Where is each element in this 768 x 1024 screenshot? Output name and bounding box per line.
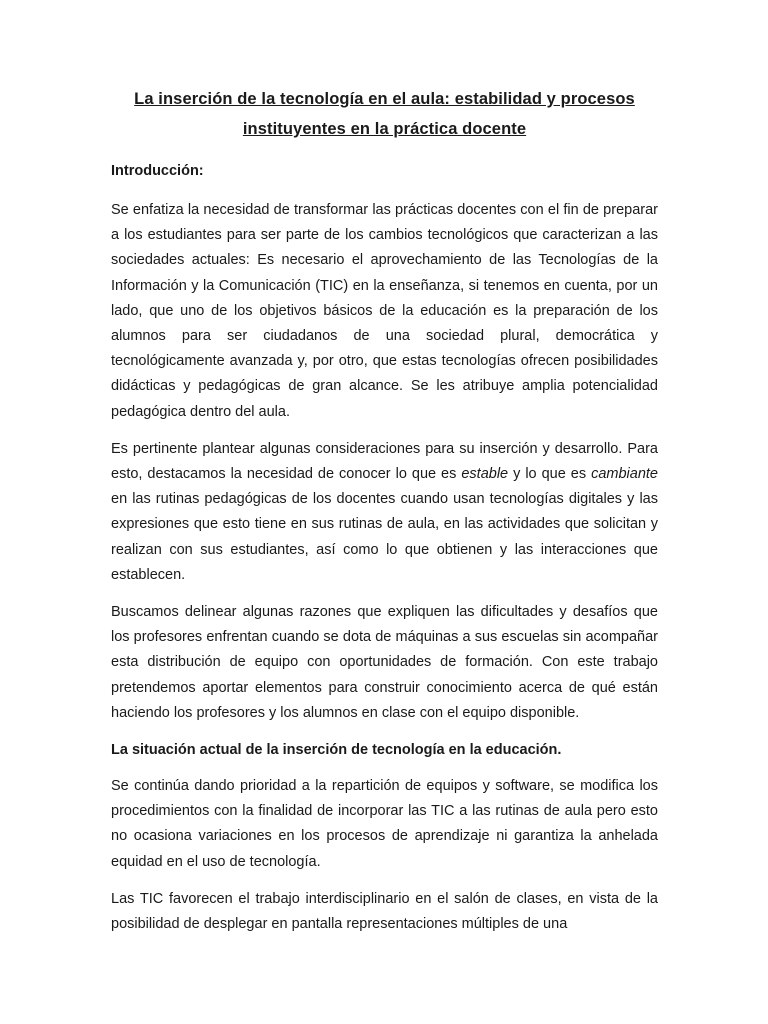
- paragraph-2-text-b: y lo que es: [508, 466, 592, 483]
- paragraph-5: Las TIC favorecen el trabajo interdisciplinario en el salón de clases, en vista de la posibilidad de desplegar en pantalla representaciones múltiples de una: [111, 890, 658, 933]
- paragraph-2-text-a: Es pertinente plantear algunas consideraciones para su inserción y desarrollo. Para esto, destacamos la necesidad de conocer lo que es: [111, 440, 658, 483]
- document-title: La inserción de la tecnología en el aula: estabilidad y procesos instituyentes en la práctica docente: [134, 90, 635, 138]
- section-heading-situacion: La situación actual de la inserción de tecnología en la educación.: [111, 742, 562, 759]
- paragraph-1: Se enfatiza la necesidad de transformar las prácticas docentes con el fin de preparar a los estudiantes para ser parte de los cambios tecnológicos que caracterizan a las sociedades actuales: Es necesario el aprovechamiento de las Tecnologías de la Información y la Comunicación (TIC) en la enseñanza, si tenemos en cuenta, por un lado, que uno de los objetivos básicos de la educación es la preparación de los alumnos para ser ciudadanos de una sociedad plural, democrática y tecnológicamente avanzada y, por otro, que estas tecnologías ofrecen posibilidades didácticas y pedagógicas de gran alcance. Se les atribuye amplia potencialidad pedagógica dentro del aula.: [111, 202, 658, 420]
- paragraph-2-text-c: en las rutinas pedagógicas de los docentes cuando usan tecnologías digitales y las expresiones que esto tiene en sus rutinas de aula, en las actividades que solicitan y realizan con sus estudiantes, así como lo que obtienen y las interacciones que establecen.: [111, 491, 658, 583]
- paragraph-2: [111, 437, 658, 588]
- emphasis-cambiante: cambiante: [591, 466, 658, 483]
- paragraph-3: Buscamos delinear algunas razones que expliquen las dificultades y desafíos que los profesores enfrentan cuando se dota de máquinas a sus escuelas sin acompañar esta distribución de equipo con oportunidades de formación. Con este trabajo pretendemos aportar elementos para construir conocimiento acerca de qué están haciendo los profesores y los alumnos en clase con el equipo disponible.: [111, 604, 658, 721]
- document-body: [111, 84, 658, 937]
- emphasis-estable: estable: [461, 466, 509, 483]
- section-heading-introduccion: Introducción:: [111, 163, 204, 179]
- paragraph-4: Se continúa dando prioridad a la repartición de equipos y software, se modifica los procedimientos con la finalidad de incorporar las TIC a las rutinas de aula pero esto no ocasiona variaciones en los procesos de aprendizaje ni garantiza la anhelada equidad en el uso de tecnología.: [111, 778, 658, 870]
